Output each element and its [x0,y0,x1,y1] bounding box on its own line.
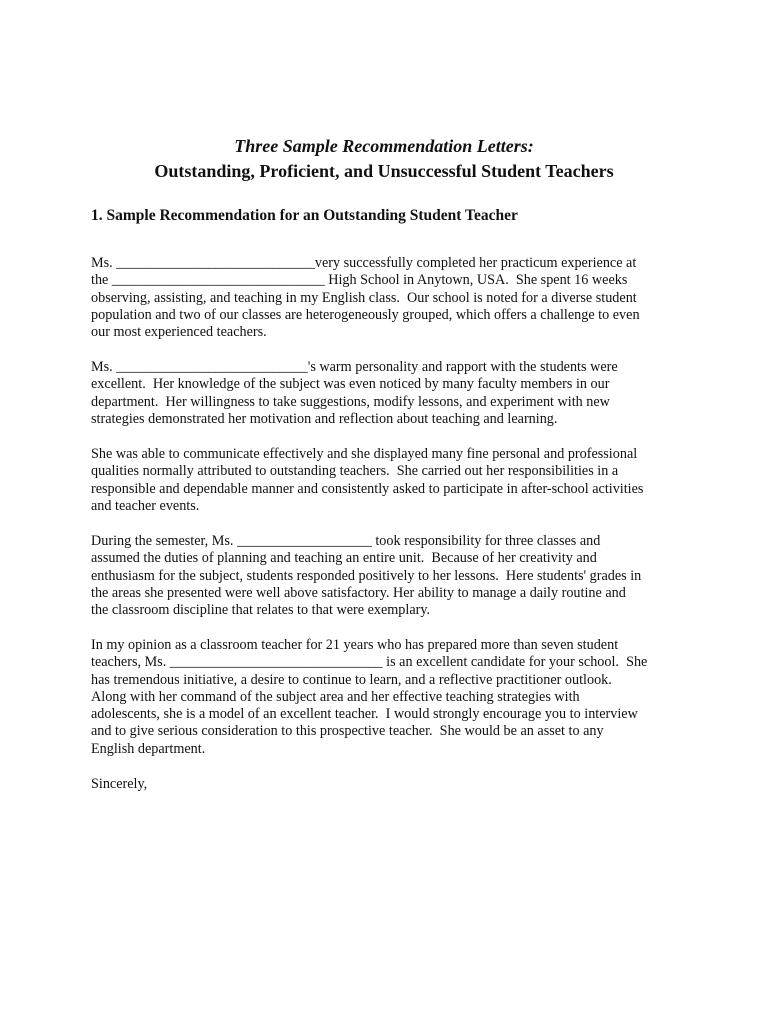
paragraph-line: enthusiasm for the subject, students responded positively to her lessons. Here students' grades in [91,567,642,584]
document-title-line2: Outstanding, Proficient, and Unsuccessful Student Teachers [154,161,614,181]
paragraph-line: Ms. ___________________________'s warm personality and rapport with the students were [91,359,618,375]
paragraph-line: and teacher events. [91,497,200,514]
paragraph-line: excellent. Her knowledge of the subject was even noticed by many faculty members in our [91,376,610,393]
section-heading: 1. Sample Recommendation for an Outstanding Student Teacher [91,207,518,224]
paragraph-line: and to give serious consideration to this prospective teacher. She would be an asset to any [91,723,604,740]
paragraph-line: In my opinion as a classroom teacher for 21 years who has prepared more than seven student [91,637,619,653]
paragraph-line: English department. [91,740,206,757]
paragraph-5 [91,637,691,758]
paragraph-line: Along with her command of the subject area and her effective teaching strategies with [91,688,580,705]
paragraph-line: assumed the duties of planning and teaching an entire unit. Because of her creativity and [91,550,597,567]
paragraph-line: our most experienced teachers. [91,324,267,341]
paragraph-line: the classroom discipline that relates to that were exemplary. [91,602,431,619]
paragraph-line: observing, assisting, and teaching in my English class. Our school is noted for a diverse student [91,289,637,306]
paragraph-3 [91,446,691,515]
paragraph-line: During the semester, Ms. ___________________ took responsibility for three classes and [91,533,601,549]
paragraph-line: adolescents, she is a model of an excellent teacher. I would strongly encourage you to interview [91,706,638,723]
document-title-line1: Three Sample Recommendation Letters: [234,136,534,156]
paragraph-line: Ms. ____________________________very successfully completed her practicum experience at [91,255,637,271]
paragraph-line: the areas she presented were well above satisfactory. Her ability to manage a daily routine and [91,584,626,601]
paragraph-2 [91,359,691,428]
paragraph-4 [91,533,691,619]
paragraph-line: department. Her willingness to take suggestions, modify lessons, and experiment with new [91,393,610,410]
paragraph-line: qualities normally attributed to outstanding teachers. She carried out her responsibilities in a [91,463,619,480]
paragraph-line: teachers, Ms. ______________________________ is an excellent candidate for your school. She [91,654,648,671]
paragraph-line: has tremendous initiative, a desire to continue to learn, and a reflective practitioner outlook. [91,671,612,688]
paragraph-line: the ______________________________ High School in Anytown, USA. She spent 16 weeks [91,272,628,289]
paragraph-line: She was able to communicate effectively and she displayed many fine personal and professional [91,446,638,462]
paragraph-line: population and two of our classes are heterogeneously grouped, which offers a challenge to even [91,306,640,323]
paragraph-line: strategies demonstrated her motivation and reflection about teaching and learning. [91,410,558,427]
closing-salutation: Sincerely, [91,776,148,792]
paragraph-line: responsible and dependable manner and consistently asked to participate in after-school activities [91,480,644,497]
paragraph-1 [91,255,691,341]
